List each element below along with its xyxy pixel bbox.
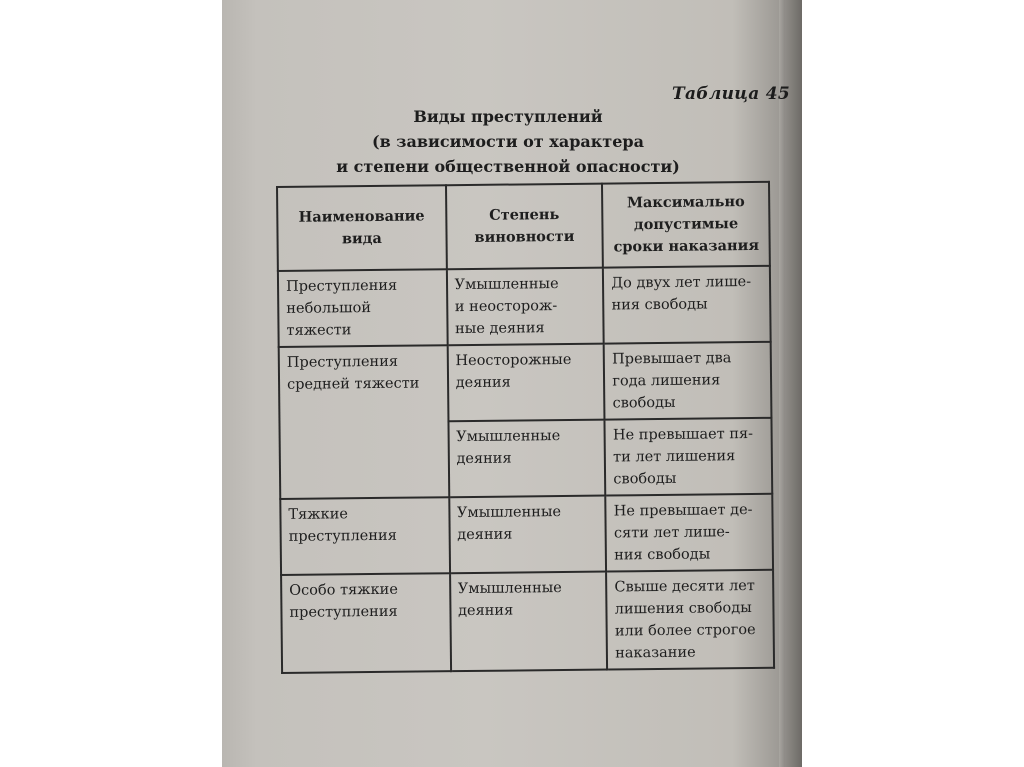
header-max-term: Максимально допустимые сроки наказания bbox=[602, 182, 770, 268]
header-crime-type: Наименование вида bbox=[277, 185, 446, 271]
table-row-especially-grave bbox=[281, 570, 774, 673]
cell-term: Превышает два года лишения свободы bbox=[604, 342, 772, 420]
table-header-row bbox=[277, 182, 770, 271]
header-guilt-degree: Степень виновности bbox=[446, 184, 604, 270]
cell-guilt: Неосторожные деяния bbox=[447, 344, 604, 422]
page-edge bbox=[779, 0, 785, 767]
cell-term: Свыше десяти лет лишения свободы или более строгое наказание bbox=[606, 570, 774, 670]
title-line-1: Виды преступлений bbox=[413, 107, 603, 126]
cell-term: Не превышает де- сяти лет лише- ния свободы bbox=[606, 494, 774, 572]
table-row-grave bbox=[280, 494, 773, 575]
cell-term: До двух лет лише- ния свободы bbox=[603, 266, 771, 344]
table-row-small-gravity bbox=[278, 266, 771, 347]
cell-type: Особо тяжкие преступления bbox=[281, 573, 451, 673]
table-row-medium-gravity bbox=[279, 342, 772, 423]
table-title bbox=[328, 104, 688, 179]
cell-guilt: Умышленные деяния bbox=[449, 496, 606, 574]
title-line-3: и степени общественной опасности) bbox=[336, 157, 680, 176]
cell-type: Тяжкие преступления bbox=[280, 497, 449, 575]
title-line-2: (в зависимости от характера bbox=[372, 132, 644, 151]
cell-type: Преступления средней тяжести bbox=[279, 345, 449, 499]
cell-term: Не превышает пя- ти лет лишения свободы bbox=[605, 418, 773, 496]
cell-guilt: Умышленные деяния bbox=[450, 572, 608, 672]
table-number: Таблица 45 bbox=[672, 84, 790, 104]
cell-guilt: Умышленные деяния bbox=[448, 420, 605, 498]
cell-guilt: Умышленные и неосторож- ные деяния bbox=[446, 268, 603, 346]
cell-type: Преступления небольшой тяжести bbox=[278, 269, 447, 347]
crime-types-table bbox=[276, 181, 775, 674]
